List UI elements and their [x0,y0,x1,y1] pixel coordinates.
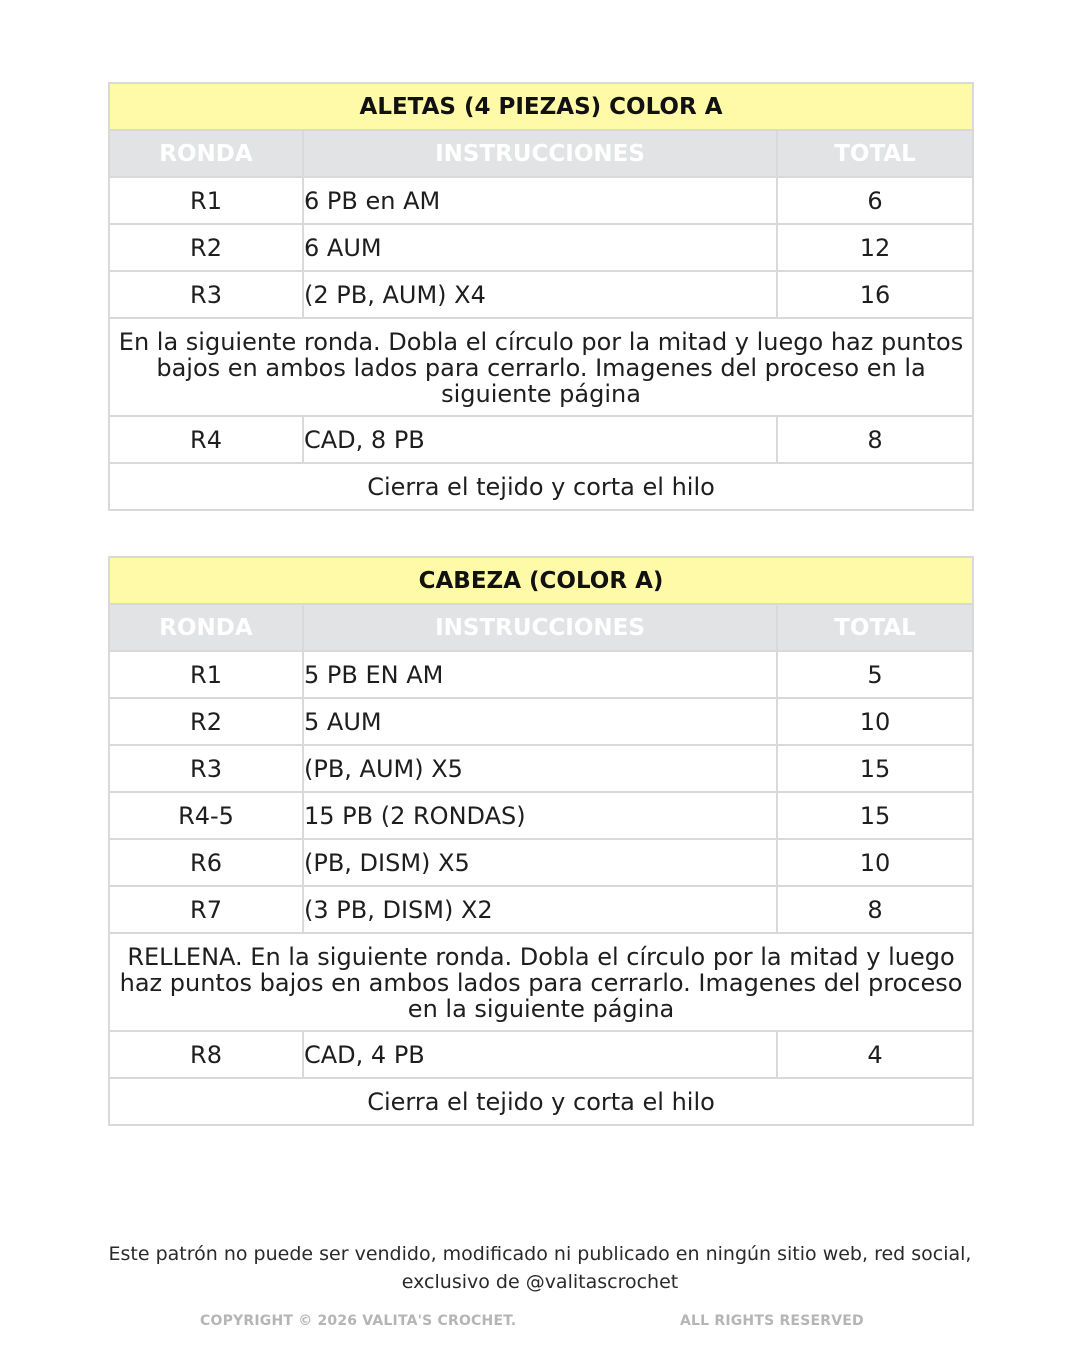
cell-total: 6 [777,177,973,224]
cell-ronda: R3 [109,271,303,318]
cell-total: 16 [777,271,973,318]
note-row [109,933,973,1031]
cell-total: 4 [777,1031,973,1078]
table-row [109,698,973,745]
table-title: ALETAS (4 PIEZAS) COLOR A [109,83,973,130]
cell-total: 8 [777,416,973,463]
cell-ronda: R6 [109,839,303,886]
cell-instrucciones: (PB, AUM) X5 [303,745,777,792]
header-instrucciones: INSTRUCCIONES [303,130,777,177]
closing-text: Cierra el tejido y corta el hilo [109,1078,973,1125]
cell-ronda: R1 [109,651,303,698]
cell-instrucciones: (3 PB, DISM) X2 [303,886,777,933]
table-row [109,839,973,886]
cell-total: 12 [777,224,973,271]
cell-total: 8 [777,886,973,933]
usage-notice-line-1: Este patrón no puede ser vendido, modificado ni publicado en ningún sitio web, red social, [108,1243,972,1265]
table-title: CABEZA (COLOR A) [109,557,973,604]
header-ronda: RONDA [109,604,303,651]
cell-ronda: R1 [109,177,303,224]
closing-row [109,1078,973,1125]
usage-notice-line-2: exclusivo de @valitascrochet [401,1271,679,1293]
table-row [109,271,973,318]
table-row [109,1031,973,1078]
table-row [109,416,973,463]
cell-instrucciones: (PB, DISM) X5 [303,839,777,886]
table-header-row [109,130,973,177]
header-total: TOTAL [777,130,973,177]
table-title-row [109,557,973,604]
cell-ronda: R2 [109,698,303,745]
cell-total: 10 [777,839,973,886]
table-row [109,224,973,271]
header-total: TOTAL [777,604,973,651]
cell-total: 15 [777,745,973,792]
cell-ronda: R4 [109,416,303,463]
cell-total: 15 [777,792,973,839]
table-row [109,886,973,933]
note-row [109,318,973,416]
cell-instrucciones: (2 PB, AUM) X4 [303,271,777,318]
closing-text: Cierra el tejido y corta el hilo [109,463,973,510]
cell-ronda: R7 [109,886,303,933]
table-header-row [109,604,973,651]
cell-instrucciones: 6 AUM [303,224,777,271]
instruction-note: RELLENA. En la siguiente ronda. Dobla el círculo por la mitad y luego haz puntos bajos en ambos lados para cerrarlo. Imagenes del proceso en la siguiente página [109,933,973,1031]
cabeza-table [108,556,974,1126]
closing-row [109,463,973,510]
table-title-row [109,83,973,130]
aletas-table [108,82,974,511]
cell-instrucciones: CAD, 8 PB [303,416,777,463]
cell-instrucciones: 6 PB en AM [303,177,777,224]
cell-instrucciones: 5 PB EN AM [303,651,777,698]
table-row [109,177,973,224]
cell-ronda: R3 [109,745,303,792]
instruction-note: En la siguiente ronda. Dobla el círculo por la mitad y luego haz puntos bajos en ambos lados para cerrarlo. Imagenes del proceso en la siguiente página [109,318,973,416]
cell-instrucciones: 5 AUM [303,698,777,745]
cell-total: 10 [777,698,973,745]
cell-ronda: R4-5 [109,792,303,839]
cell-instrucciones: CAD, 4 PB [303,1031,777,1078]
cell-ronda: R8 [109,1031,303,1078]
table-row [109,792,973,839]
copyright-text: COPYRIGHT © 2026 VALITA'S CROCHET. [200,1313,517,1329]
cell-instrucciones: 15 PB (2 RONDAS) [303,792,777,839]
rights-reserved-text: ALL RIGHTS RESERVED [680,1313,864,1329]
header-ronda: RONDA [109,130,303,177]
cell-ronda: R2 [109,224,303,271]
table-row [109,651,973,698]
header-instrucciones: INSTRUCCIONES [303,604,777,651]
cell-total: 5 [777,651,973,698]
usage-notice [100,1240,980,1296]
table-row [109,745,973,792]
